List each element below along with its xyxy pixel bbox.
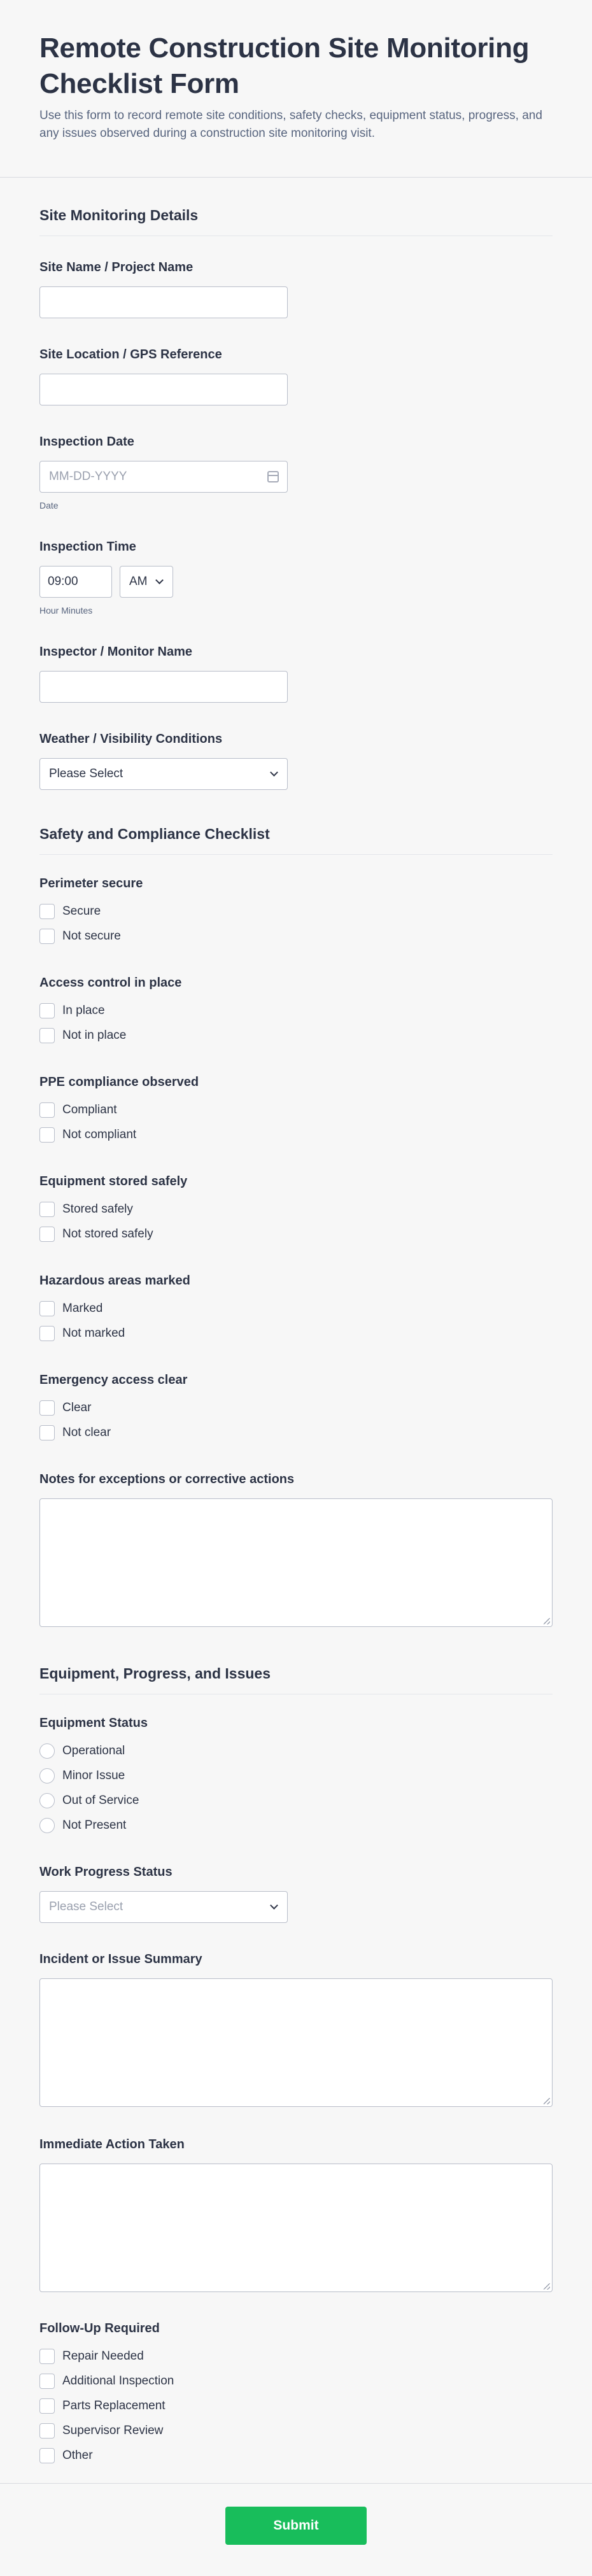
option-label: Marked <box>62 1302 103 1315</box>
checkbox-group <box>39 2347 553 2465</box>
option-not-in-place[interactable] <box>39 1027 553 1045</box>
option-in-place[interactable] <box>39 1002 553 1020</box>
option-additional-inspection[interactable] <box>39 2372 553 2390</box>
form-footer <box>0 2483 592 2576</box>
immediate-action-textarea[interactable] <box>39 2164 553 2292</box>
field-work-progress <box>39 1865 553 1923</box>
checkbox[interactable] <box>39 1301 55 1316</box>
incident-summary-label: Incident or Issue Summary <box>39 1952 202 1966</box>
option-repair-needed[interactable] <box>39 2347 553 2365</box>
checkbox[interactable] <box>39 1326 55 1341</box>
form-description: Use this form to record remote site conditions, safety checks, equipment status, progress, and any issues observed during a construction site monitoring visit. <box>39 109 542 140</box>
field-emergency-access <box>39 1373 553 1442</box>
field-notes <box>39 1472 553 1627</box>
section-heading-safety: Safety and Compliance Checklist <box>39 826 553 855</box>
checkbox[interactable] <box>39 1028 55 1043</box>
chevron-down-icon <box>270 1901 278 1910</box>
field-hazardous-areas <box>39 1274 553 1342</box>
inspector-label: Inspector / Monitor Name <box>39 645 193 659</box>
option-secure[interactable] <box>39 903 553 920</box>
checkbox[interactable] <box>39 2374 55 2389</box>
checkbox[interactable] <box>39 1227 55 1242</box>
weather-value: Please Select <box>49 767 123 780</box>
ampm-value: AM <box>129 575 148 588</box>
option-clear[interactable] <box>39 1399 553 1417</box>
option-label: Not stored safely <box>62 1227 153 1241</box>
option-marked[interactable] <box>39 1300 553 1318</box>
inspection-time-label: Inspection Time <box>39 540 136 554</box>
immediate-action-label: Immediate Action Taken <box>39 2137 185 2151</box>
checkbox-group <box>39 1399 553 1442</box>
submit-button[interactable]: Submit <box>225 2507 367 2545</box>
inspection-date-label: Inspection Date <box>39 435 134 449</box>
equipment-stored-label: Equipment stored safely <box>39 1174 188 1188</box>
checkbox[interactable] <box>39 2349 55 2364</box>
option-parts-replacement[interactable] <box>39 2397 553 2415</box>
radio-button[interactable] <box>39 1768 55 1784</box>
weather-label: Weather / Visibility Conditions <box>39 732 223 746</box>
checkbox[interactable] <box>39 2398 55 2414</box>
option-label: Other <box>62 2449 93 2462</box>
date-wrapper <box>39 461 288 493</box>
option-compliant[interactable] <box>39 1101 553 1119</box>
site-name-label: Site Name / Project Name <box>39 260 194 274</box>
option-label: Not clear <box>62 1426 111 1439</box>
checkbox[interactable] <box>39 1400 55 1416</box>
option-not-clear[interactable] <box>39 1424 553 1442</box>
option-label: Compliant <box>62 1103 117 1116</box>
checkbox-group <box>39 1002 553 1045</box>
option-label: Not marked <box>62 1327 125 1340</box>
inspector-input[interactable] <box>39 671 288 703</box>
field-follow-up <box>39 2321 553 2465</box>
checkbox[interactable] <box>39 929 55 944</box>
option-label: Secure <box>62 904 101 918</box>
field-inspection-time <box>39 540 553 616</box>
option-label: Not secure <box>62 929 121 943</box>
option-label: Stored safely <box>62 1202 133 1216</box>
form-content <box>0 207 592 2465</box>
form-title: Remote Construction Site Monitoring Checklist Form <box>39 32 530 99</box>
field-ppe-compliance <box>39 1075 553 1144</box>
inspection-time-sublabel: Hour Minutes <box>39 605 93 616</box>
emergency-access-label: Emergency access clear <box>39 1373 188 1387</box>
option-other[interactable] <box>39 2447 553 2465</box>
follow-up-label: Follow-Up Required <box>39 2321 160 2335</box>
inspection-date-sublabel: Date <box>39 500 59 510</box>
checkbox[interactable] <box>39 2448 55 2463</box>
checkbox[interactable] <box>39 904 55 919</box>
option-label: Additional Inspection <box>62 2374 174 2388</box>
field-perimeter-secure <box>39 876 553 945</box>
radio-button[interactable] <box>39 1818 55 1833</box>
checkbox[interactable] <box>39 1102 55 1118</box>
checkbox-group <box>39 1300 553 1342</box>
checkbox[interactable] <box>39 1425 55 1440</box>
field-incident-summary <box>39 1952 553 2107</box>
option-label: Not compliant <box>62 1128 137 1141</box>
field-access-control <box>39 976 553 1045</box>
checkbox-group <box>39 1200 553 1243</box>
weather-select[interactable] <box>39 758 288 790</box>
site-name-input[interactable] <box>39 286 288 318</box>
ppe-compliance-label: PPE compliance observed <box>39 1075 199 1089</box>
option-supervisor-review[interactable] <box>39 2422 553 2440</box>
option-label: Clear <box>62 1401 92 1414</box>
incident-summary-textarea[interactable] <box>39 1978 553 2107</box>
perimeter-secure-label: Perimeter secure <box>39 876 143 890</box>
field-site-name <box>39 260 553 318</box>
resize-handle-icon[interactable] <box>544 2283 550 2290</box>
option-not-stored-safely[interactable] <box>39 1225 553 1243</box>
form-header <box>0 0 592 178</box>
option-label: Repair Needed <box>62 2349 144 2363</box>
site-location-input[interactable] <box>39 374 288 405</box>
checkbox[interactable] <box>39 1127 55 1143</box>
option-label: Not in place <box>62 1029 127 1042</box>
resize-handle-icon[interactable] <box>544 2098 550 2104</box>
checkbox[interactable] <box>39 1202 55 1217</box>
chevron-down-icon <box>270 768 278 777</box>
checkbox-group <box>39 903 553 945</box>
checkbox[interactable] <box>39 2423 55 2439</box>
option-label: Parts Replacement <box>62 2399 166 2412</box>
work-progress-label: Work Progress Status <box>39 1865 173 1879</box>
ampm-select[interactable] <box>120 566 173 598</box>
work-progress-placeholder: Please Select <box>49 1900 123 1913</box>
section-heading-equipment: Equipment, Progress, and Issues <box>39 1665 553 1694</box>
inspection-time-input[interactable] <box>39 566 112 598</box>
option-label: Not Present <box>62 1819 127 1832</box>
hazardous-areas-label: Hazardous areas marked <box>39 1274 190 1288</box>
work-progress-select[interactable] <box>39 1891 288 1923</box>
option-minor-issue[interactable] <box>39 1767 553 1785</box>
inspection-date-input[interactable] <box>39 461 288 493</box>
option-stored-safely[interactable] <box>39 1200 553 1218</box>
option-out-of-service[interactable] <box>39 1792 553 1810</box>
checkbox[interactable] <box>39 1003 55 1018</box>
field-equipment-stored <box>39 1174 553 1243</box>
field-inspector <box>39 645 553 703</box>
field-equipment-status <box>39 1716 553 1834</box>
field-weather <box>39 732 553 790</box>
section-heading-site-details: Site Monitoring Details <box>39 207 553 236</box>
option-not-compliant[interactable] <box>39 1126 553 1144</box>
access-control-label: Access control in place <box>39 976 182 990</box>
radio-group <box>39 1742 553 1834</box>
option-label: Operational <box>62 1744 125 1757</box>
chevron-down-icon <box>155 576 164 584</box>
site-location-label: Site Location / GPS Reference <box>39 348 222 362</box>
resize-handle-icon[interactable] <box>544 1618 550 1624</box>
option-label: In place <box>62 1004 105 1017</box>
checkbox-group <box>39 1101 553 1144</box>
option-label: Minor Issue <box>62 1769 125 1782</box>
notes-textarea[interactable] <box>39 1498 553 1627</box>
option-not-marked[interactable] <box>39 1325 553 1342</box>
notes-label: Notes for exceptions or corrective actions <box>39 1472 295 1486</box>
time-row <box>39 566 553 598</box>
calendar-icon[interactable] <box>267 471 279 482</box>
option-label: Out of Service <box>62 1794 139 1807</box>
field-inspection-date <box>39 435 553 510</box>
field-site-location <box>39 348 553 405</box>
equipment-status-label: Equipment Status <box>39 1716 148 1730</box>
option-not-secure[interactable] <box>39 927 553 945</box>
radio-button[interactable] <box>39 1743 55 1759</box>
option-operational[interactable] <box>39 1742 553 1760</box>
radio-button[interactable] <box>39 1793 55 1808</box>
field-immediate-action <box>39 2137 553 2292</box>
option-label: Supervisor Review <box>62 2424 164 2437</box>
option-not-present[interactable] <box>39 1817 553 1834</box>
